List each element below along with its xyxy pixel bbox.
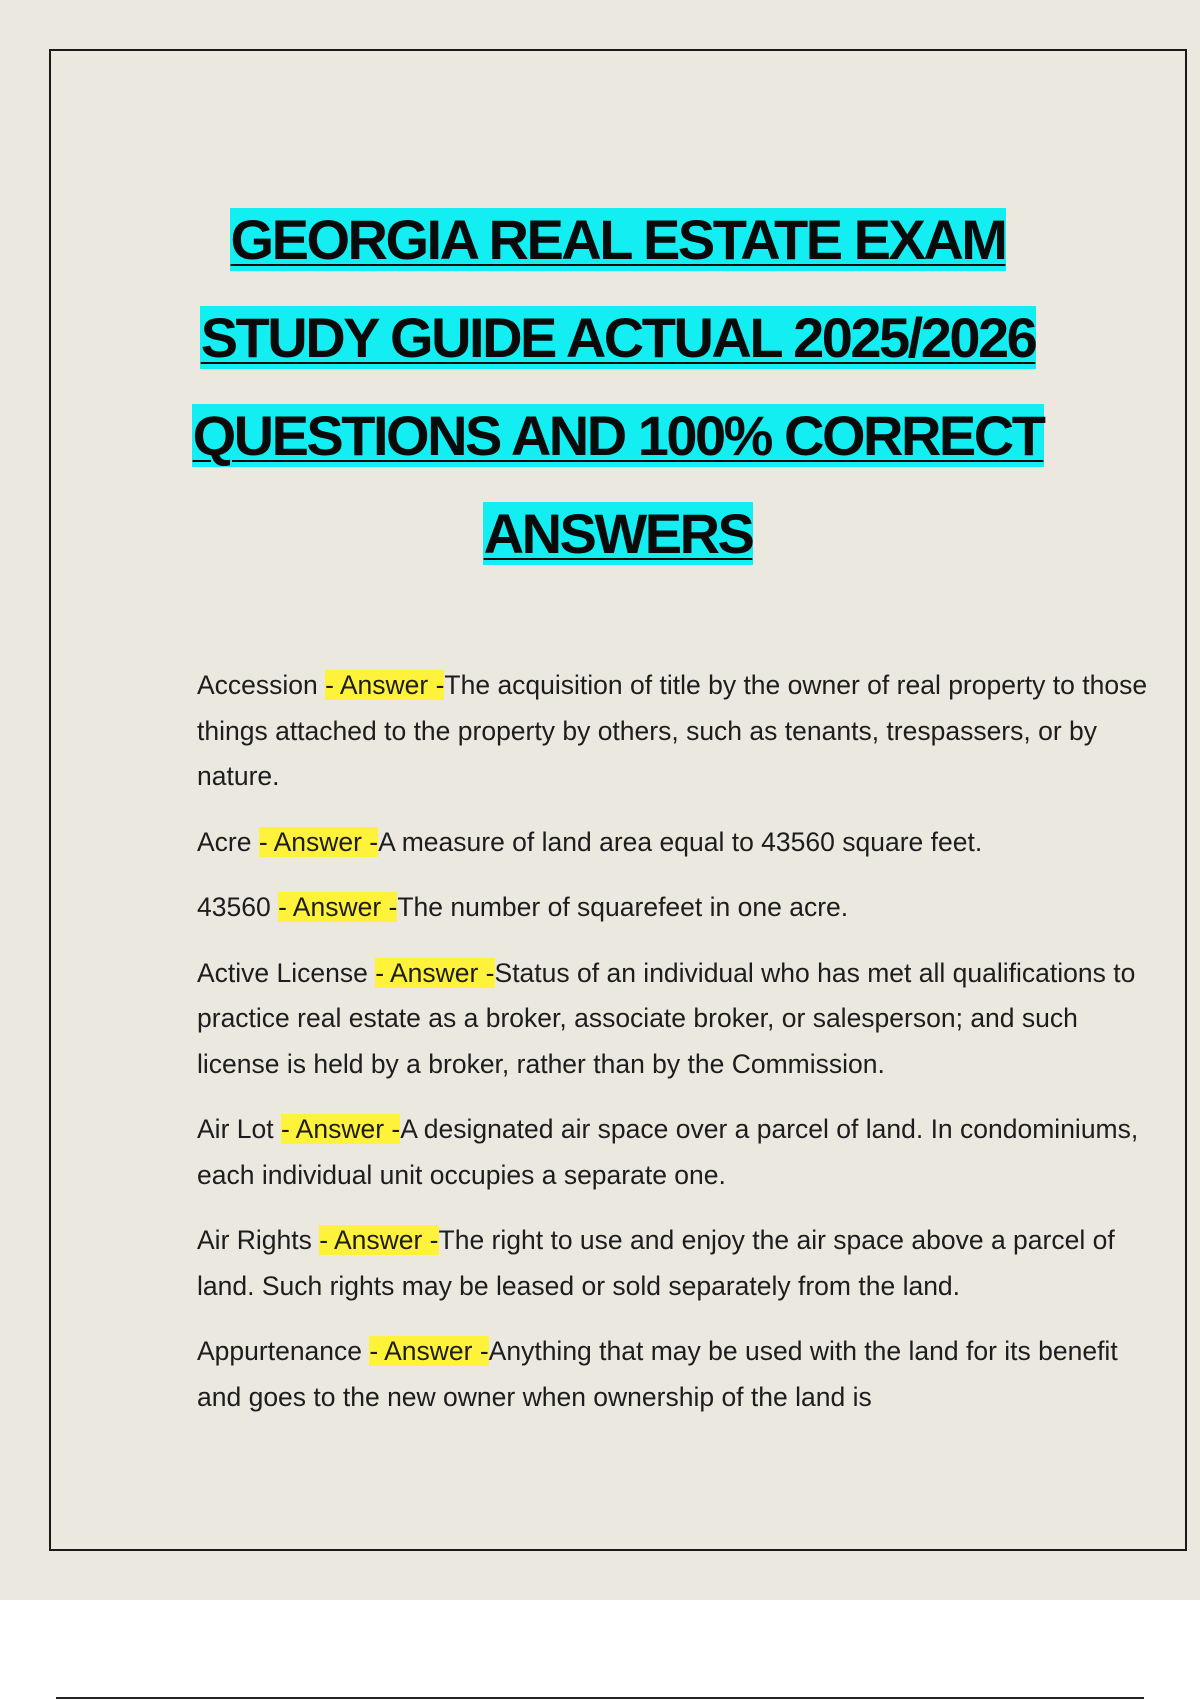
entry-definition: Status of an individual who has met all qualifications to practice real estate as a broker, associate broker, or salesperson; and such license is held by a broker, rather than by the Commission. (197, 957, 1136, 1079)
title-line-2 (51, 289, 1185, 387)
entry-definition: The acquisition of title by the owner of real property to those things attached to the property by others, such as tenants, trespassers, or by nature. (197, 670, 1148, 791)
glossary-entry (197, 663, 1157, 800)
glossary-entry (197, 1107, 1157, 1198)
entry-definition: A designated air space over a parcel of land. In condominiums, each individual unit occupies a separate one. (197, 1114, 1139, 1190)
entry-definition: The right to use and enjoy the air space above a parcel of land. Such rights may be leased or sold separately from the land. (197, 1225, 1115, 1301)
glossary-entry (197, 885, 1157, 931)
title-text: GEORGIA REAL ESTATE EXAM (230, 208, 1006, 271)
document-border (49, 49, 1187, 1551)
entry-term: Air Rights (197, 1225, 320, 1255)
answer-marker: - Answer - (375, 957, 495, 988)
title-text: STUDY GUIDE ACTUAL 2025/2026 (200, 306, 1036, 369)
entry-definition: Anything that may be used with the land for its benefit and goes to the new owner when ownership of the land is (197, 1336, 1118, 1412)
entry-term: Acre (197, 826, 259, 857)
answer-marker: - Answer - (278, 892, 398, 922)
answer-marker: - Answer - (369, 1336, 489, 1366)
title-text: ANSWERS (483, 502, 753, 565)
glossary-entry (197, 820, 1157, 866)
entry-definition: A measure of land area equal to 43560 square feet. (378, 826, 983, 857)
answer-marker: - Answer - (319, 1225, 439, 1255)
title-line-3 (51, 387, 1185, 485)
entry-term: Appurtenance (197, 1336, 370, 1366)
title-line-1 (51, 191, 1185, 289)
entry-definition: The number of squarefeet in one acre. (397, 892, 849, 922)
answer-marker: - Answer - (280, 1114, 401, 1144)
answer-marker: - Answer - (258, 826, 379, 857)
glossary-entry (197, 1218, 1157, 1309)
entry-term: 43560 (197, 892, 279, 922)
document-title (51, 191, 1185, 583)
page-divider (56, 1697, 1144, 1699)
answer-marker: - Answer - (325, 670, 445, 700)
entry-term: Accession (197, 670, 326, 700)
title-text: QUESTIONS AND 100% CORRECT (192, 404, 1044, 467)
title-line-4 (51, 485, 1185, 583)
entry-term: Air Lot (197, 1114, 281, 1144)
glossary-entry (197, 1329, 1157, 1420)
glossary-entry (197, 951, 1157, 1088)
glossary-list (197, 663, 1157, 1440)
entry-term: Active License (197, 957, 376, 988)
